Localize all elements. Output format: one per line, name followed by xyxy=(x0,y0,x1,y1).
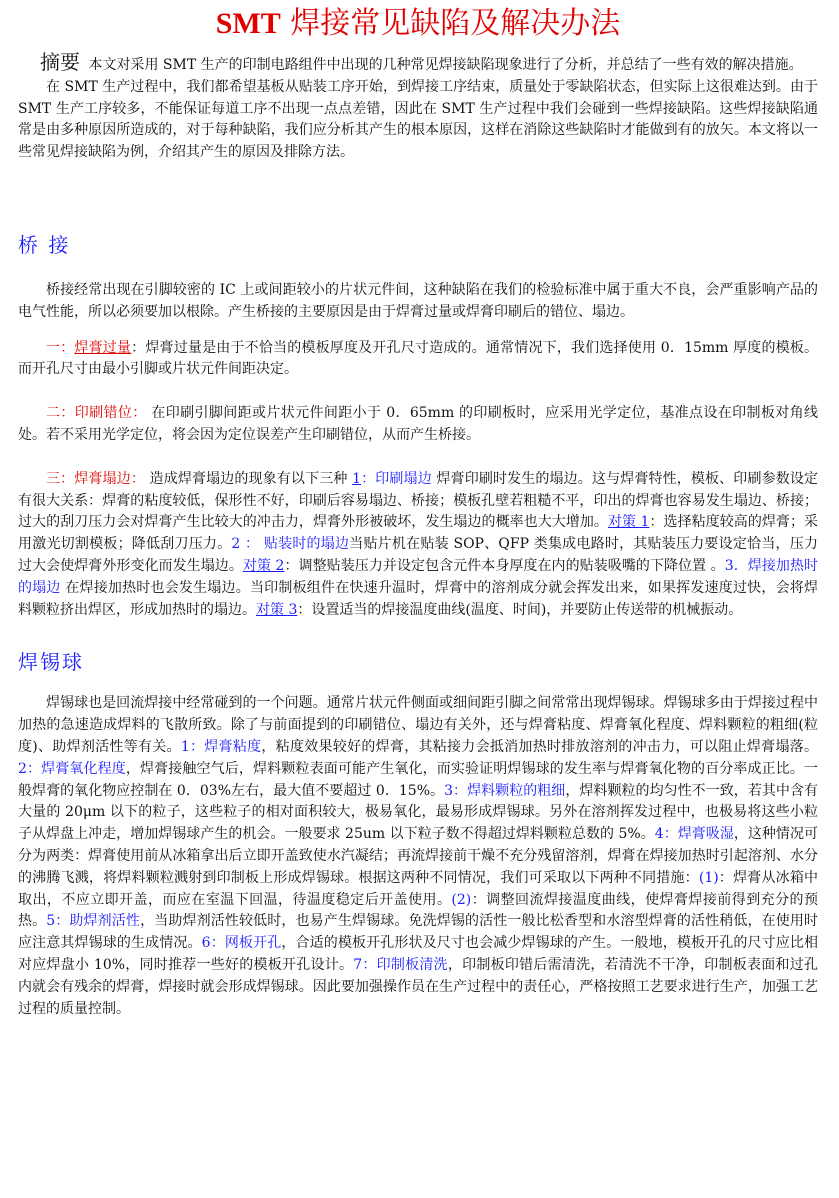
subcause-1-number: 1 xyxy=(352,470,361,487)
sb-factor-1: 1：焊膏粘度 xyxy=(180,738,262,755)
bridging-cause-2 xyxy=(18,403,818,447)
cause-2-text: 在印刷引脚间距或片状元件间距小于 0．65mm 的印刷板时，应采用光学定位，基准点设在印制板对角线处。若不采用光学定位，将会因为定位误差产生印刷错位，从而产生桥接。 xyxy=(18,405,818,443)
sb-text-4: ，焊料颗粒的均匀性不一致，若其中含有大量的 20μm 以下的粒子，这些粒子的相对面积较大，极易氧化，最易形成焊锡球。另外在溶剂挥发过程中，也极易将这些小粒子从焊盘上冲走，增加焊锡球产生的机会。一般要求 25um 以下粒子数不得超过焊料颗粒总数的 5%。 xyxy=(18,782,818,843)
spacer xyxy=(18,447,818,469)
heading-solder-ball: 焊锡球 xyxy=(18,650,84,675)
sb-measure-2: (2) xyxy=(451,891,472,908)
subcause-1-title: ：印刷塌边 xyxy=(361,470,432,487)
sb-text-6: ：焊膏从冰箱中取出，不应立即开盖，而应在室温下回温，待温度稳定后开盖使用。 xyxy=(18,869,819,908)
cause-1-title: 焊膏过量 xyxy=(74,339,132,356)
cause-3-text-2: 焊膏印刷时发生的塌边。这与焊膏特性，模板、印刷参数设定有很大关系：焊膏的粘度较低，保形性不好，印刷后容易塌边、桥接；模板孔壁若粗糙不平，印出的焊膏也容易发生塌边、桥接；过大的刮刀压力会对焊膏产生比较大的冲击力，焊膏外形被破坏，发生塌边的概率也大大增加。 xyxy=(18,470,818,531)
sb-text-10: ，印制板印错后需清洗，若清洗不干净，印制板表面和过孔内就会有残余的焊膏，焊接时就会形成焊锡球。因此要加强操作员在生产过程中的责任心，严格按照工艺要求进行生产，加强工艺过程的质量控制。 xyxy=(18,956,818,1017)
sb-factor-6: 6：网板开孔 xyxy=(201,935,282,952)
cause-1-text: ：焊膏过量是由于不恰当的模板厚度及开孔尺寸造成的。通常情况下，我们选择使用 0．15mm 厚度的模板。而开孔尺寸由最小引脚或片状元件间距决定。 xyxy=(18,339,819,378)
measure-2-link[interactable]: 对策 2 xyxy=(242,557,285,574)
sb-factor-7: 7：印制板清洗 xyxy=(353,956,448,973)
spacer xyxy=(18,260,818,280)
abstract-text: 本文对采用 SMT 生产的印制电路组件中出现的几种常见焊接缺陷现象进行了分析，并总结了一些有效的解决措施。 xyxy=(84,57,803,73)
cause-3-text-1: 造成焊膏塌边的现象有以下三种 xyxy=(144,470,353,487)
cause-1-number: 一： xyxy=(46,339,75,356)
sb-factor-4: 4：焊膏吸湿 xyxy=(654,826,734,843)
measure-3-link[interactable]: 对策 3 xyxy=(256,601,298,618)
sb-text-9: ，合适的模板开孔形状及尺寸也会减少焊锡球的产生。一般地，模板开孔的尺寸应比相对应焊盘小 10%，同时推荐一些好的模板开孔设计。 xyxy=(18,935,819,973)
subcause-3-title: 3．焊接加热时的塌边 xyxy=(18,557,818,596)
sb-text-7: ：调整回流焊接温度曲线，使焊膏焊接前得到充分的预热。 xyxy=(18,891,819,930)
spacer xyxy=(18,164,818,230)
cause-3-text-4: 当贴片机在贴装 SOP、QFP 类集成电路时，其贴装压力要设定恰当，压力过大会使焊膏外形变化而发生塌边。 xyxy=(18,536,819,574)
bridging-paragraph: 桥接经常出现在引脚较密的 IC 上或间距较小的片状元件间，这种缺陷在我们的检验标准中属于重大不良，会严重影响产品的电气性能，所以必须要加以根除。产生桥接的主要原因是由于焊膏过量或焊膏印刷后的错位、塌边。 xyxy=(18,281,818,320)
intro-paragraph: 在 SMT 生产过程中，我们都希望基板从贴装工序开始，到焊接工序结束，质量处于零缺陷状态，但实际上这很难达到。由于 SMT 生产工序较多，不能保证每道工序不出现一点点差错，因此在 SMT 生产过程中我们会碰到一些焊接缺陷。这些焊接缺陷通常是由多种原因所造成的，对于每种缺陷，我们应分析其产生的根本原因，这样在消除这些缺陷时才能做到有的放矢。本文将以一些常见焊接缺陷为例，介绍其产生的原因及排除方法。 xyxy=(18,78,818,161)
cause-3-text-6: 在焊接加热时也会发生塌边。当印制板组件在快速升温时，焊膏中的溶剂成分就会挥发出来，如果挥发速度过快，会将焊料颗粒挤出焊区，形成加热时的塌边。 xyxy=(18,579,819,618)
title-smt: SMT xyxy=(215,7,281,40)
document-page xyxy=(18,4,818,1020)
title-rest: 焊接常见缺陷及解决办法 xyxy=(280,6,621,41)
sb-text-2: ，粘度效果较好的焊膏，其粘接力会抵消加热时排放溶剂的冲击力，可以阻止焊膏塌落。 xyxy=(261,738,818,755)
sb-factor-5: 5：助焊剂活性 xyxy=(46,913,141,930)
sb-text-1: 焊锡球也是回流焊接中经常碰到的一个问题。通常片状元件侧面或细间距引脚之间常常出现焊锡球。焊锡球多由于焊接过程中加热的急速造成焊料的飞散所致。除了与前面提到的印刷错位、塌边有关外，还与焊膏粘度、焊膏氧化程度、焊料颗粒的粗细(粒度)、助焊剂活性等有关。 xyxy=(18,695,818,755)
solder-ball-paragraph xyxy=(18,693,818,1020)
subcause-2-title: 2 ： 贴装时的塌边 xyxy=(231,536,350,553)
cause-3-title: 三：焊膏塌边： xyxy=(46,470,145,487)
cause-3-text-5: ：调整贴装压力并设定包含元件本身厚度在内的贴装吸嘴的下降位置 。 xyxy=(284,557,725,574)
spacer xyxy=(18,324,818,338)
cause-3-text-7: ：设置适当的焊接温度曲线(温度、时间)，并要防止传送带的机械振动。 xyxy=(297,601,743,618)
sb-factor-2: 2：焊膏氧化程度 xyxy=(18,760,126,777)
spacer xyxy=(18,621,818,647)
page-title xyxy=(18,4,818,44)
cause-2-title: 二：印刷错位： xyxy=(46,405,147,422)
sb-measure-1: (1) xyxy=(698,869,719,886)
heading-bridging: 桥 接 xyxy=(18,232,71,257)
spacer xyxy=(18,677,818,693)
sb-factor-3: 3：焊料颗粒的粗细 xyxy=(444,782,566,799)
abstract-paragraph xyxy=(18,52,818,77)
bridging-cause-3 xyxy=(18,469,818,622)
sb-text-3: ，焊膏接触空气后，焊料颗粒表面可能产生氧化，而实验证明焊锡球的发生率与焊膏氧化物的百分率成正比。一般焊膏的氧化物应控制在 0．03%左右，最大值不要超过 0．15%。 xyxy=(18,760,818,799)
measure-1-link[interactable]: 对策 1 xyxy=(607,514,650,531)
sb-text-5: ，这种情况可分为两类：焊膏使用前从冰箱拿出后立即开盖致使水汽凝结；再流焊接前干燥不充分残留溶剂，焊膏在焊接加热时引起溶剂、水分的沸腾飞溅，将焊料颗粒溅射到印制板上形成焊锡球。根据这两种不同情况，我们可采取以下两种不同措施： xyxy=(18,826,818,886)
sb-text-8: ，当助焊剂活性较低时，也易产生焊锡球。免洗焊锡的活性一般比松香型和水溶型焊膏的活性稍低，在使用时应注意其焊锡球的生成情况。 xyxy=(18,913,819,952)
abstract-label: 摘要 xyxy=(40,50,80,74)
spacer xyxy=(18,381,818,403)
bridging-cause-1 xyxy=(18,338,818,382)
cause-3-text-3: ：选择粘度较高的焊膏；采用激光切割模板；降低刮刀压力。 xyxy=(18,514,819,553)
